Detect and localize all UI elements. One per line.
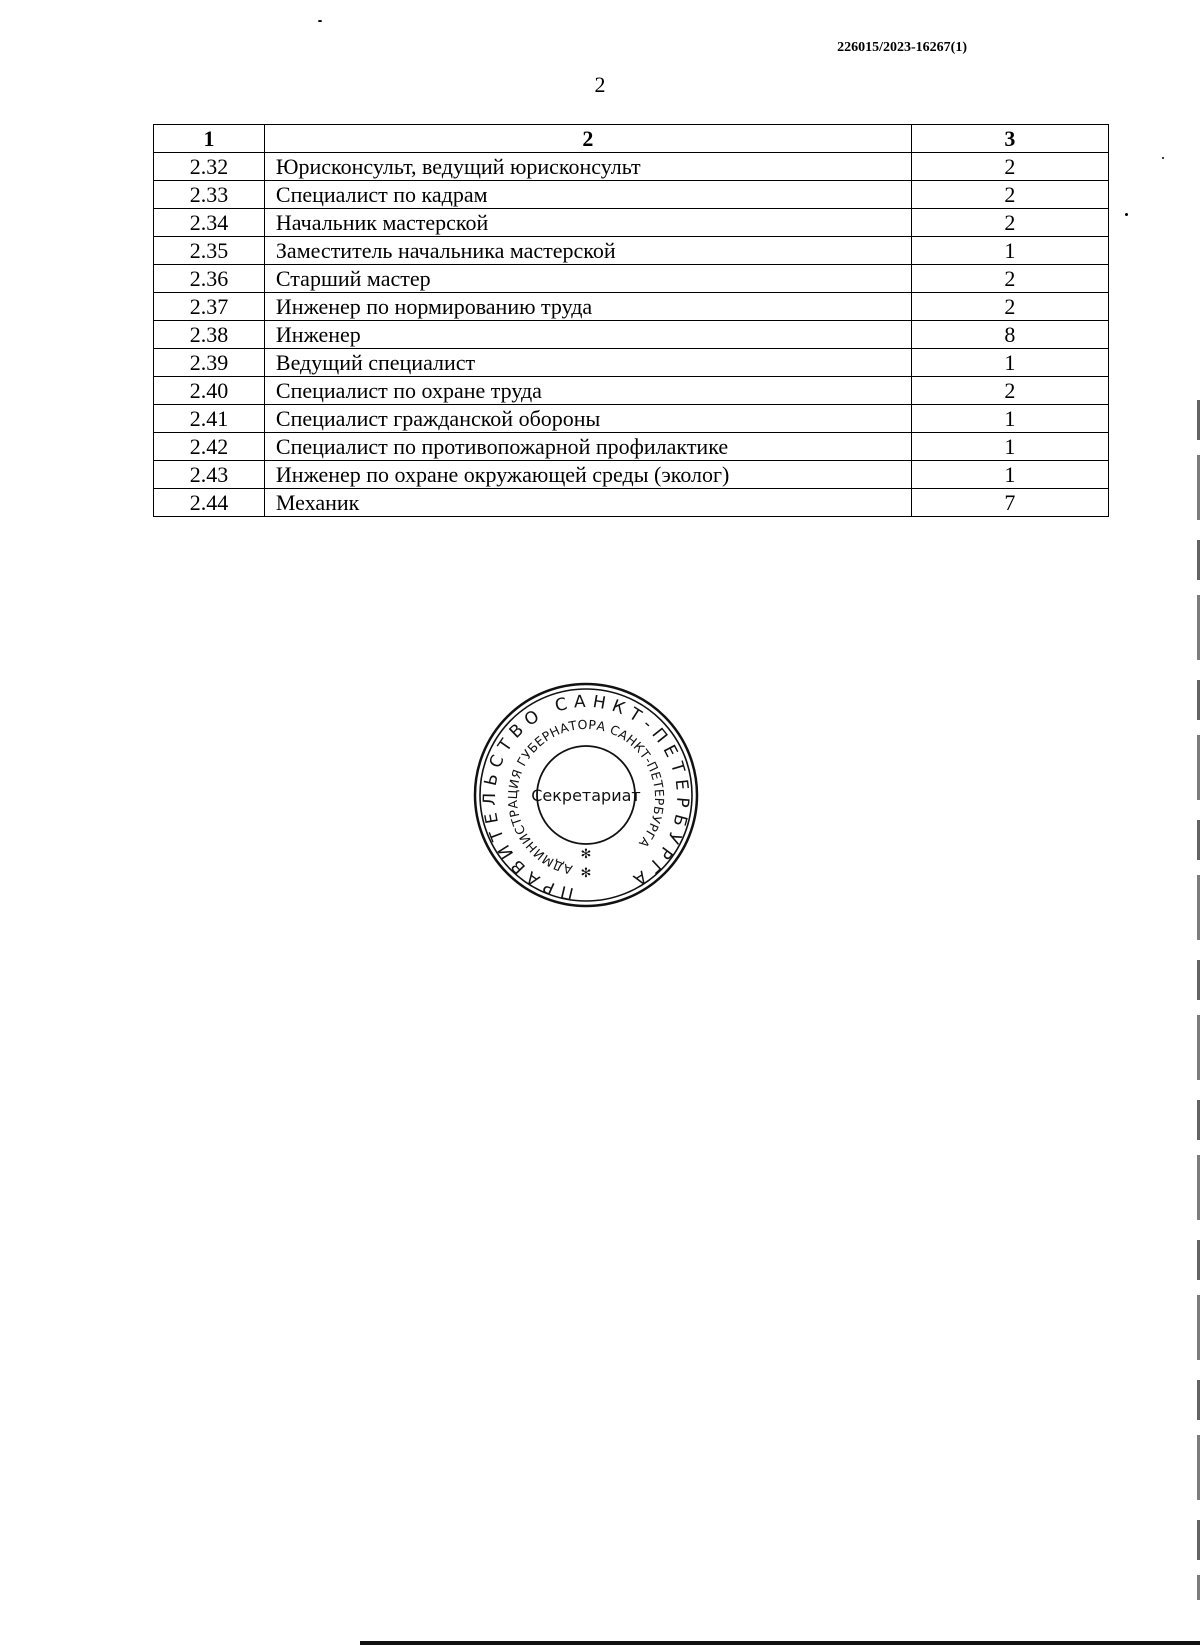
staff-count: 1 bbox=[911, 237, 1108, 265]
row-number: 2.44 bbox=[154, 489, 265, 517]
staff-count: 8 bbox=[911, 321, 1108, 349]
table-row bbox=[154, 489, 1109, 517]
position-title: Заместитель начальника мастерской bbox=[264, 237, 911, 265]
row-number: 2.35 bbox=[154, 237, 265, 265]
position-title: Инженер bbox=[264, 321, 911, 349]
stamp-center-text: Секретариат bbox=[531, 786, 641, 805]
column-header: 3 bbox=[911, 125, 1108, 153]
position-title: Инженер по нормированию труда bbox=[264, 293, 911, 321]
table-row bbox=[154, 461, 1109, 489]
stamp-inner-text: АДМИНИСТРАЦИЯ ГУБЕРНАТОРА САНКТ-ПЕТЕРБУРГА bbox=[504, 716, 668, 878]
position-title: Старший мастер bbox=[264, 265, 911, 293]
row-number: 2.40 bbox=[154, 377, 265, 405]
row-number: 2.33 bbox=[154, 181, 265, 209]
position-title: Специалист по охране труда bbox=[264, 377, 911, 405]
row-number: 2.42 bbox=[154, 433, 265, 461]
scan-speck bbox=[318, 20, 322, 22]
staff-count: 1 bbox=[911, 405, 1108, 433]
staff-count: 1 bbox=[911, 433, 1108, 461]
position-title: Ведущий специалист bbox=[264, 349, 911, 377]
scan-edge-artifact bbox=[360, 1641, 1200, 1645]
row-number: 2.41 bbox=[154, 405, 265, 433]
stamp-star-icon: ✻ bbox=[580, 847, 592, 862]
table-row bbox=[154, 349, 1109, 377]
table-row bbox=[154, 265, 1109, 293]
page-number: 2 bbox=[594, 72, 606, 97]
table-row bbox=[154, 433, 1109, 461]
table-header-row bbox=[154, 125, 1109, 153]
position-title: Механик bbox=[264, 489, 911, 517]
position-title: Начальник мастерской bbox=[264, 209, 911, 237]
table-row bbox=[154, 237, 1109, 265]
row-number: 2.34 bbox=[154, 209, 265, 237]
staff-count: 2 bbox=[911, 209, 1108, 237]
staff-table bbox=[153, 124, 1109, 517]
row-number: 2.37 bbox=[154, 293, 265, 321]
scan-speck bbox=[1162, 157, 1164, 159]
table-row bbox=[154, 293, 1109, 321]
staff-count: 2 bbox=[911, 377, 1108, 405]
staff-count: 2 bbox=[911, 265, 1108, 293]
row-number: 2.39 bbox=[154, 349, 265, 377]
position-title: Инженер по охране окружающей среды (эколог) bbox=[264, 461, 911, 489]
document-number: 226015/2023-16267(1) bbox=[837, 40, 967, 55]
row-number: 2.32 bbox=[154, 153, 265, 181]
staff-count: 2 bbox=[911, 181, 1108, 209]
staff-count: 2 bbox=[911, 293, 1108, 321]
position-title: Юрисконсульт, ведущий юрисконсульт bbox=[264, 153, 911, 181]
table-row bbox=[154, 181, 1109, 209]
table-row bbox=[154, 377, 1109, 405]
staff-count: 1 bbox=[911, 349, 1108, 377]
position-title: Специалист гражданской обороны bbox=[264, 405, 911, 433]
staff-count: 7 bbox=[911, 489, 1108, 517]
row-number: 2.38 bbox=[154, 321, 265, 349]
table-row bbox=[154, 153, 1109, 181]
stamp-outer-text: ПРАВИТЕЛЬСТВО САНКТ-ПЕТЕРБУРГА bbox=[479, 691, 693, 904]
row-number: 2.43 bbox=[154, 461, 265, 489]
column-header: 2 bbox=[264, 125, 911, 153]
staff-count: 2 bbox=[911, 153, 1108, 181]
official-stamp bbox=[470, 682, 702, 908]
scan-speck bbox=[1125, 213, 1128, 216]
row-number: 2.36 bbox=[154, 265, 265, 293]
staff-count: 1 bbox=[911, 461, 1108, 489]
table-row bbox=[154, 405, 1109, 433]
position-title: Специалист по противопожарной профилактике bbox=[264, 433, 911, 461]
position-title: Специалист по кадрам bbox=[264, 181, 911, 209]
table-row bbox=[154, 209, 1109, 237]
stamp-star-icon: ✻ bbox=[580, 866, 592, 881]
table-row bbox=[154, 321, 1109, 349]
column-header: 1 bbox=[154, 125, 265, 153]
